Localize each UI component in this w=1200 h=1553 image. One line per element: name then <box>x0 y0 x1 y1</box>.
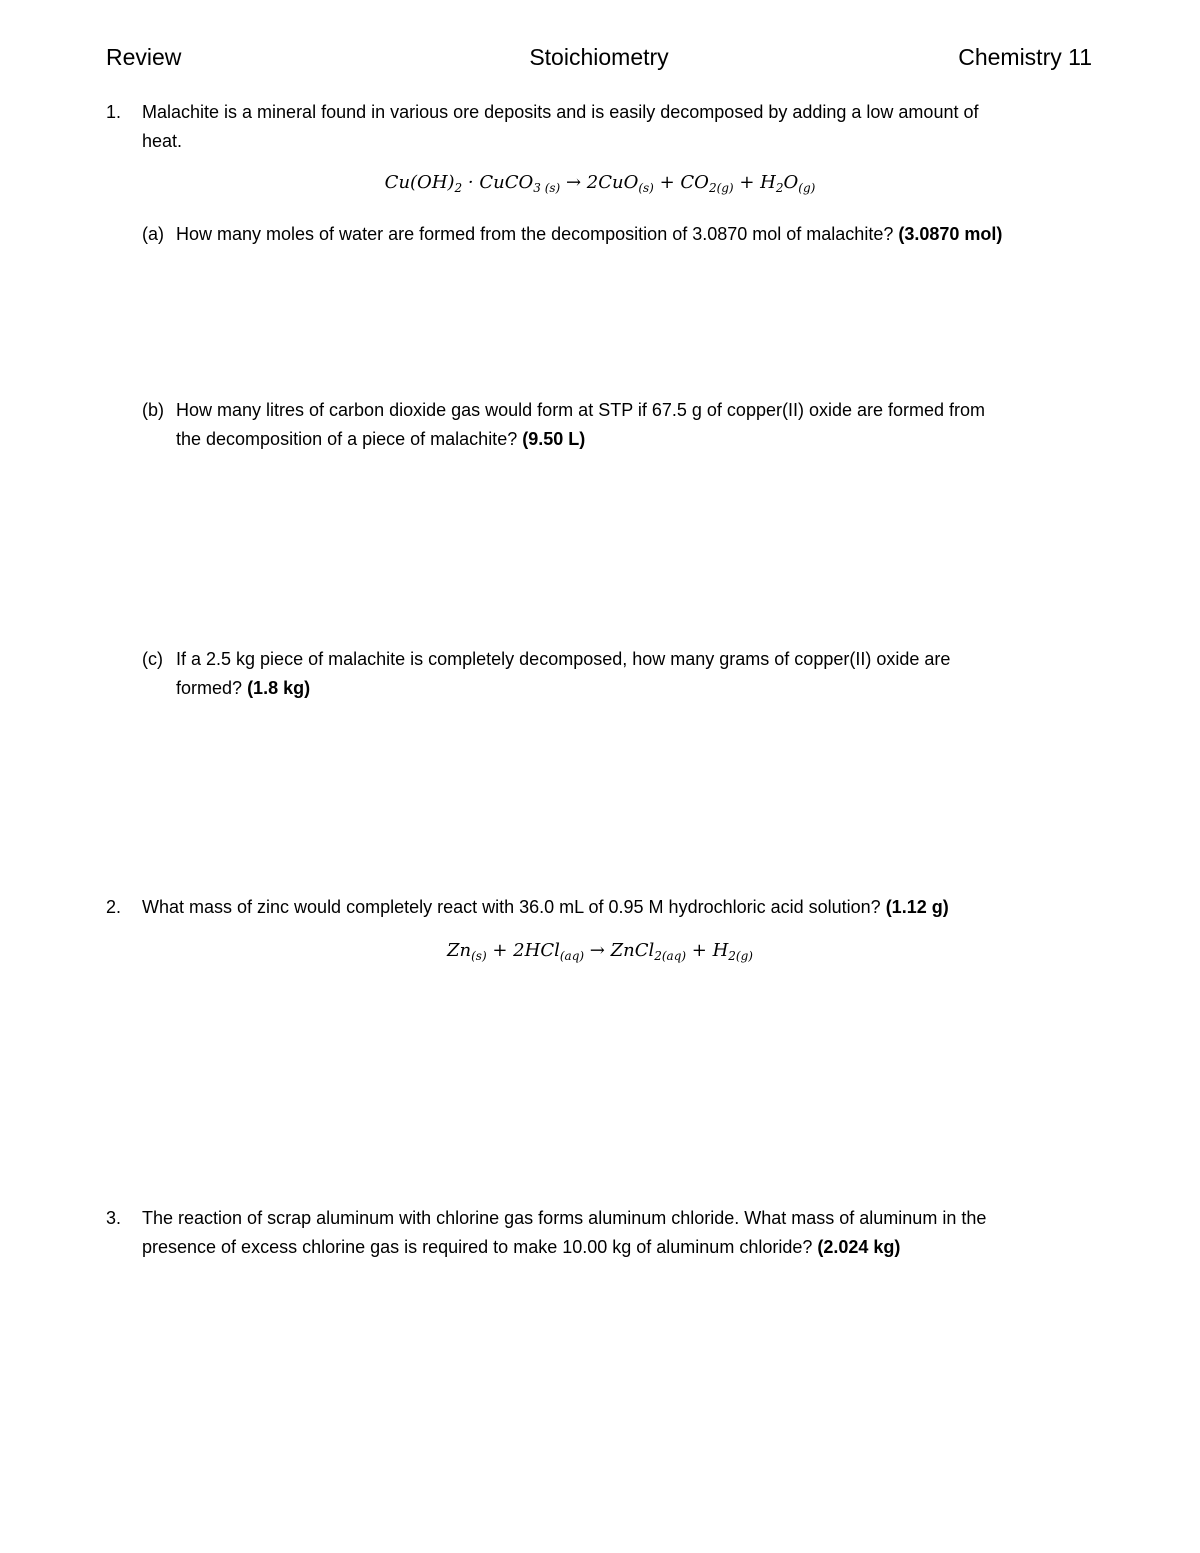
chemical-equation: $Zn_{(s)} + 2HCl_{(aq)}$ → ZnCl$_{2(aq)}$ + $H_{2(g)}$ <box>447 940 753 963</box>
part-letter: (b) <box>142 400 164 420</box>
answer: (1.12 g) <box>885 897 949 917</box>
part-text: the decomposition of a piece of malachite? (9.50 L) <box>176 429 586 449</box>
header-right: Chemistry 11 <box>958 44 1092 70</box>
page-header <box>106 44 1092 78</box>
answer: (1.8 kg) <box>247 678 311 698</box>
question-text: The reaction of scrap aluminum with chlorine gas forms aluminum chloride. What mass of aluminum in the <box>142 1208 987 1228</box>
question-number: 1. <box>106 102 122 122</box>
answer: (9.50 L) <box>522 429 586 449</box>
header-title: Stoichiometry <box>529 44 669 70</box>
part-text: If a 2.5 kg piece of malachite is completely decomposed, how many grams of copper(II) oxide are <box>176 649 951 669</box>
answer: (2.024 kg) <box>817 1237 901 1257</box>
part-text: How many moles of water are formed from the decomposition of 3.0870 mol of malachite? (3.0870 mol) <box>176 224 1003 244</box>
header-left: Review <box>106 44 182 70</box>
answer: (3.0870 mol) <box>898 224 1003 244</box>
question-text: heat. <box>142 131 183 151</box>
part-letter: (c) <box>142 649 163 669</box>
part-text: How many litres of carbon dioxide gas would form at STP if 67.5 g of copper(II) oxide are formed from <box>176 400 986 420</box>
question-number: 3. <box>106 1208 122 1228</box>
question-text: Malachite is a mineral found in various ore deposits and is easily decomposed by adding a low amount of <box>142 102 979 122</box>
part-letter: (a) <box>142 224 164 244</box>
chemical-equation: $Cu(OH)_2$ · CuCO$_{3 (s)}$ → $2CuO_{(s)} + CO_{2(g)} + H_2O_{(g)}$ <box>384 172 816 195</box>
part-text: formed? (1.8 kg) <box>176 678 311 698</box>
question-text: What mass of zinc would completely react with 36.0 mL of 0.95 M hydrochloric acid solution? (1.12 g) <box>142 897 949 917</box>
question-text: presence of excess chlorine gas is required to make 10.00 kg of aluminum chloride? (2.024 kg) <box>142 1237 901 1257</box>
question-number: 2. <box>106 897 122 917</box>
